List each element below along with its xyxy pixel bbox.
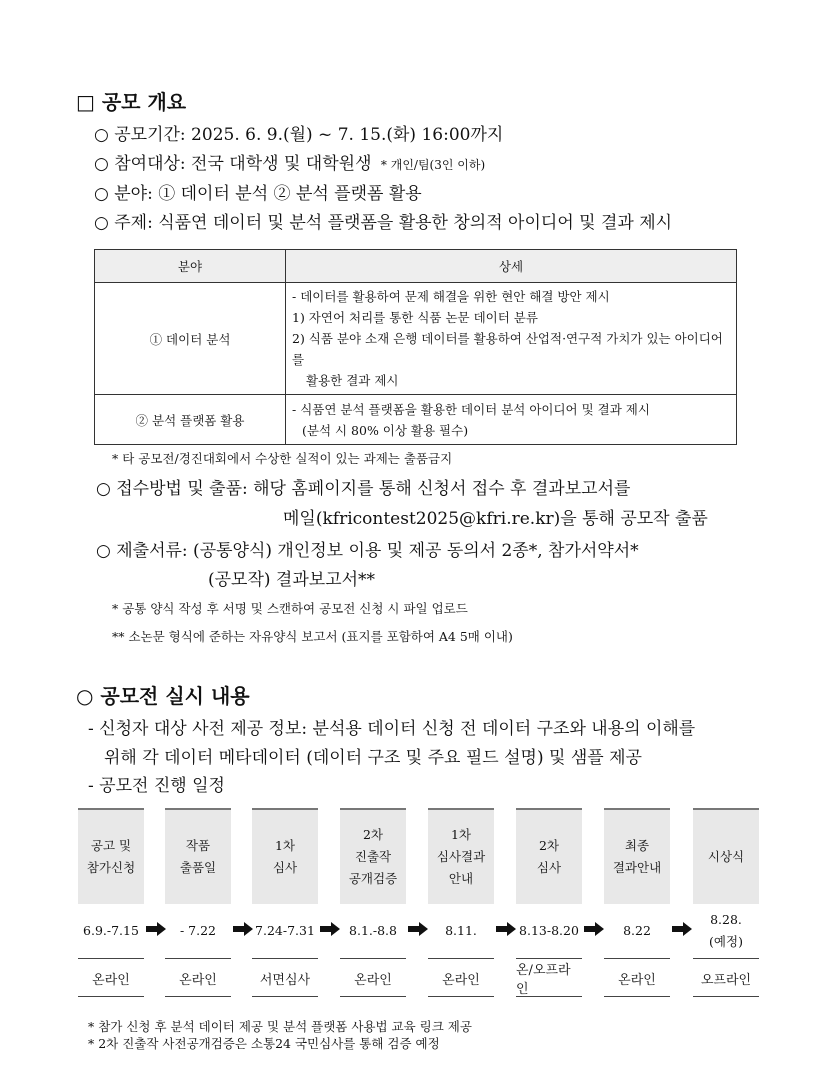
detail-line: 2) 식품 분야 소재 은행 데이터를 활용하여 산업적·연구적 가치가 있는 아이디어를	[292, 331, 723, 367]
row-details	[286, 395, 737, 445]
contest-line-2: 위해 각 데이터 메타데이터 (데이터 구조 및 주요 필드 설명) 및 샘플 제공	[104, 748, 642, 768]
overview-heading: □ 공모 개요	[76, 90, 187, 114]
schedule-date: 8.11.	[428, 904, 494, 959]
schedule-mode: 온라인	[428, 960, 494, 997]
schedule-step: 2차 심사	[516, 808, 582, 904]
schedule-mode: 온라인	[604, 960, 670, 997]
participants-line	[94, 149, 485, 174]
schedule-step: 시상식	[693, 808, 759, 904]
field-line: ○ 분야: ① 데이터 분석 ② 분석 플랫폼 활용	[94, 184, 422, 204]
schedule-date: 8.22	[604, 904, 670, 959]
participants-note: * 개인/팀(3인 이하)	[380, 158, 486, 172]
footnote-1: * 참가 신청 후 분석 데이터 제공 및 분석 플랫폼 사용법 교육 링크 제공	[88, 1019, 472, 1034]
schedule-timeline	[78, 808, 760, 998]
schedule-date: - 7.22	[165, 904, 231, 959]
documents-line: ○ 제출서류: (공통양식) 개인정보 이용 및 제공 동의서 2종*, 참가서약서*	[96, 541, 639, 561]
right-arrow-icon	[145, 921, 167, 937]
schedule-step: 1차 심사결과 안내	[428, 808, 494, 904]
table-row	[95, 283, 737, 395]
schedule-date: 8.1.-8.8	[340, 904, 406, 959]
schedule-mode: 서면심사	[252, 960, 318, 997]
detail-line: 활용한 결과 제시	[306, 373, 399, 388]
contest-line-3: - 공모전 진행 일정	[88, 776, 225, 796]
row-category: ② 분석 플랫폼 활용	[95, 395, 286, 445]
schedule-date: 8.28. (예정)	[693, 904, 759, 959]
submit-method-line: ○ 접수방법 및 출품: 해당 홈페이지를 통해 신청서 접수 후 결과보고서를	[96, 479, 631, 499]
schedule-date: 7.24-7.31	[252, 904, 318, 959]
schedule-step: 최종 결과안내	[604, 808, 670, 904]
table-row	[95, 395, 737, 445]
table-header-field: 분야	[95, 250, 286, 283]
row-category: ① 데이터 분석	[95, 283, 286, 395]
row-details	[286, 283, 737, 395]
field-detail-table	[94, 249, 737, 445]
schedule-step: 2차 진출작 공개검증	[340, 808, 406, 904]
schedule-mode: 온/오프라인	[516, 960, 582, 997]
doc-note-2: ** 소논문 형식에 준하는 자유양식 보고서 (표지를 포함하여 A4 5매 이내)	[112, 629, 513, 644]
schedule-step: 작품 출품일	[165, 808, 231, 904]
contest-heading: ○ 공모전 실시 내용	[76, 684, 250, 708]
schedule-mode: 오프라인	[693, 960, 759, 997]
schedule-mode: 온라인	[165, 960, 231, 997]
detail-line: - 데이터를 활용하여 문제 해결을 위한 현안 해결 방안 제시	[292, 289, 610, 304]
schedule-mode: 온라인	[340, 960, 406, 997]
contest-line-1: - 신청자 대상 사전 제공 정보: 분석용 데이터 신청 전 데이터 구조와 내용의 이해를	[88, 719, 696, 739]
schedule-mode: 온라인	[78, 960, 144, 997]
period-line: ○ 공모기간: 2025. 6. 9.(월) ~ 7. 15.(화) 16:00까지	[94, 125, 504, 145]
right-arrow-icon	[495, 921, 517, 937]
right-arrow-icon	[583, 921, 605, 937]
doc-note-1: * 공통 양식 작성 후 서명 및 스캔하여 공모전 신청 시 파일 업로드	[112, 601, 468, 616]
submit-method-line-2: 메일(kfricontest2025@kfri.re.kr)을 통해 공모작 출품	[283, 509, 708, 529]
documents-line-2: (공모작) 결과보고서**	[208, 570, 376, 590]
table-header-detail: 상세	[286, 250, 737, 283]
right-arrow-icon	[671, 921, 693, 937]
schedule-date: 6.9.-7.15	[78, 904, 144, 959]
topic-line: ○ 주제: 식품연 데이터 및 분석 플랫폼을 활용한 창의적 아이디어 및 결과 제시	[94, 213, 673, 233]
schedule-date: 8.13-8.20	[516, 904, 582, 959]
detail-line: 1) 자연어 처리를 통한 식품 논문 데이터 분류	[292, 310, 538, 325]
detail-line: (분석 시 80% 이상 활용 필수)	[302, 422, 469, 438]
detail-line: - 식품연 분석 플랫폼을 활용한 데이터 분석 아이디어 및 결과 제시	[292, 401, 650, 417]
participants-text: ○ 참여대상: 전국 대학생 및 대학원생	[94, 154, 372, 174]
right-arrow-icon	[232, 921, 254, 937]
right-arrow-icon	[407, 921, 429, 937]
schedule-step: 1차 심사	[252, 808, 318, 904]
footnote-2: * 2차 진출작 사전공개검증은 소통24 국민심사를 통해 검증 예정	[88, 1036, 440, 1051]
schedule-step: 공고 및 참가신청	[78, 808, 144, 904]
right-arrow-icon	[319, 921, 341, 937]
prohibit-note: * 타 공모전/경진대회에서 수상한 실적이 있는 과제는 출품금지	[112, 451, 453, 466]
